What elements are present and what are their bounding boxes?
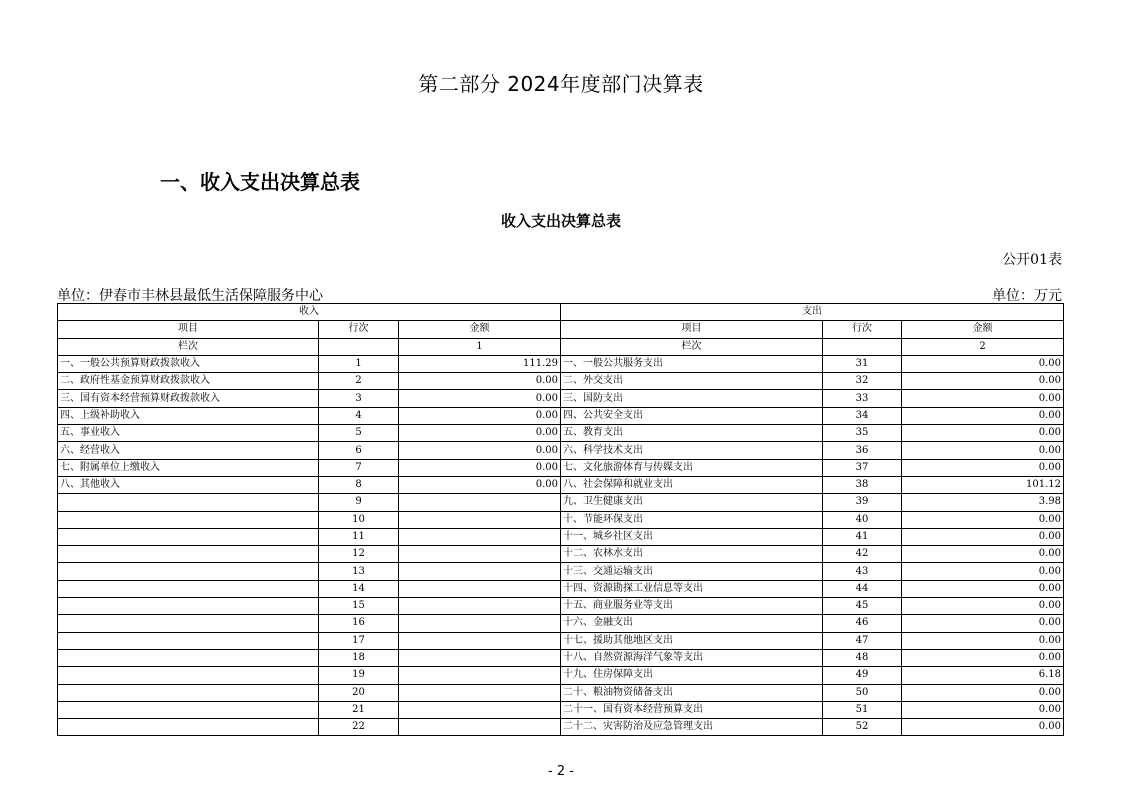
expense-row-header: 行次 [823, 321, 902, 338]
income-item-cell [58, 511, 319, 528]
income-row-number-cell: 3 [319, 390, 399, 407]
expense-amount-cell: 0.00 [902, 615, 1064, 632]
expense-lanci-label: 栏次 [561, 338, 823, 355]
form-code: 公开01表 [1002, 252, 1062, 268]
income-amount-cell: 0.00 [399, 459, 561, 476]
expense-row-number-cell: 39 [823, 494, 902, 511]
income-amount-cell [399, 494, 561, 511]
table-row [58, 667, 1064, 684]
income-amount-cell [399, 615, 561, 632]
table-row [58, 598, 1064, 615]
expense-amount-cell: 0.00 [902, 442, 1064, 459]
expense-item-cell: 十三、交通运输支出 [561, 563, 823, 580]
income-row-number-cell: 21 [319, 701, 399, 718]
expense-row-number-cell: 42 [823, 546, 902, 563]
income-amount-cell [399, 598, 561, 615]
expense-amount-cell: 0.00 [902, 355, 1064, 372]
expense-amount-cell: 0.00 [902, 719, 1064, 736]
expense-item-cell: 十八、自然资源海洋气象等支出 [561, 649, 823, 666]
income-item-cell: 四、上级补助收入 [58, 407, 319, 424]
expense-item-cell: 一、一般公共服务支出 [561, 355, 823, 372]
income-amount-cell [399, 563, 561, 580]
income-row-number-cell: 8 [319, 476, 399, 493]
income-row-number-cell: 15 [319, 598, 399, 615]
table-row [58, 719, 1064, 736]
income-item-cell [58, 494, 319, 511]
income-amount-cell: 0.00 [399, 373, 561, 390]
table-row [58, 373, 1064, 390]
income-row-number-cell: 9 [319, 494, 399, 511]
income-row-number-cell: 16 [319, 615, 399, 632]
page-number: - 2 - [548, 764, 574, 779]
table-row [58, 580, 1064, 597]
expense-row-number-cell: 50 [823, 684, 902, 701]
income-row-number-cell: 17 [319, 632, 399, 649]
income-row-number-cell: 19 [319, 667, 399, 684]
income-item-cell: 七、附属单位上缴收入 [58, 459, 319, 476]
expense-column-number: 2 [902, 338, 1064, 355]
income-amount-cell: 0.00 [399, 407, 561, 424]
income-row-number-cell: 1 [319, 355, 399, 372]
expense-amount-cell: 101.12 [902, 476, 1064, 493]
income-item-cell [58, 528, 319, 545]
income-row-number-cell: 11 [319, 528, 399, 545]
expense-row-number-cell: 51 [823, 701, 902, 718]
income-item-cell [58, 649, 319, 666]
income-amount-cell: 0.00 [399, 425, 561, 442]
expense-row-number-cell: 32 [823, 373, 902, 390]
income-item-cell [58, 546, 319, 563]
income-amount-cell: 0.00 [399, 442, 561, 459]
expense-row-number-cell: 48 [823, 649, 902, 666]
expense-item-cell: 四、公共安全支出 [561, 407, 823, 424]
expense-amount-cell: 0.00 [902, 563, 1064, 580]
income-item-cell [58, 719, 319, 736]
document-title: 第二部分 2024年度部门决算表 [418, 72, 704, 96]
income-item-cell [58, 598, 319, 615]
income-item-cell [58, 701, 319, 718]
income-amount-cell [399, 684, 561, 701]
expense-amount-cell: 0.00 [902, 546, 1064, 563]
income-item-cell [58, 684, 319, 701]
income-row-header: 行次 [319, 321, 399, 338]
income-row-number-cell: 4 [319, 407, 399, 424]
income-amount-cell [399, 580, 561, 597]
unit-organization-label: 单位：伊春市丰林县最低生活保障服务中心 [57, 288, 323, 304]
expense-item-cell: 五、教育支出 [561, 425, 823, 442]
expense-amount-cell: 0.00 [902, 649, 1064, 666]
expense-item-cell: 二十、粮油物资储备支出 [561, 684, 823, 701]
income-amount-header: 金额 [399, 321, 561, 338]
expense-item-header: 项目 [561, 321, 823, 338]
income-amount-cell [399, 632, 561, 649]
expense-item-cell: 十六、金融支出 [561, 615, 823, 632]
expense-row-number-cell: 41 [823, 528, 902, 545]
expense-amount-cell: 0.00 [902, 373, 1064, 390]
expense-row-number-cell: 46 [823, 615, 902, 632]
table-row [58, 390, 1064, 407]
table-row [58, 511, 1064, 528]
expense-row-number-cell: 36 [823, 442, 902, 459]
income-row-number-cell: 22 [319, 719, 399, 736]
expense-item-cell: 八、社会保障和就业支出 [561, 476, 823, 493]
section-heading: 一、收入支出决算总表 [160, 170, 360, 194]
income-item-header: 项目 [58, 321, 319, 338]
table-column-header-row [58, 321, 1064, 338]
expense-row-number-cell: 34 [823, 407, 902, 424]
expense-row-number-cell: 49 [823, 667, 902, 684]
expense-row-number-cell: 35 [823, 425, 902, 442]
table-column-number-row [58, 338, 1064, 355]
expense-lanci-empty [823, 338, 902, 355]
table-row [58, 407, 1064, 424]
income-expense-table [57, 303, 1064, 736]
table-row [58, 632, 1064, 649]
expense-amount-header: 金额 [902, 321, 1064, 338]
income-row-number-cell: 12 [319, 546, 399, 563]
table-row [58, 476, 1064, 493]
expense-amount-cell: 0.00 [902, 598, 1064, 615]
income-amount-cell [399, 528, 561, 545]
table-row [58, 684, 1064, 701]
expense-row-number-cell: 38 [823, 476, 902, 493]
income-item-cell [58, 667, 319, 684]
income-item-cell: 一、一般公共预算财政拨款收入 [58, 355, 319, 372]
expense-amount-cell: 6.18 [902, 667, 1064, 684]
expense-row-number-cell: 37 [823, 459, 902, 476]
income-amount-cell [399, 667, 561, 684]
income-amount-cell [399, 719, 561, 736]
expense-row-number-cell: 31 [823, 355, 902, 372]
table-row [58, 649, 1064, 666]
table-row [58, 615, 1064, 632]
income-row-number-cell: 5 [319, 425, 399, 442]
table-row [58, 459, 1064, 476]
expense-item-cell: 二十二、灾害防治及应急管理支出 [561, 719, 823, 736]
expense-amount-cell: 3.98 [902, 494, 1064, 511]
expense-amount-cell: 0.00 [902, 390, 1064, 407]
income-row-number-cell: 13 [319, 563, 399, 580]
income-amount-cell [399, 701, 561, 718]
income-row-number-cell: 2 [319, 373, 399, 390]
expense-item-cell: 十五、商业服务业等支出 [561, 598, 823, 615]
unit-currency-label: 单位：万元 [992, 288, 1062, 304]
income-item-cell: 六、经营收入 [58, 442, 319, 459]
expense-amount-cell: 0.00 [902, 684, 1064, 701]
expense-item-cell: 六、科学技术支出 [561, 442, 823, 459]
expense-item-cell: 七、文化旅游体育与传媒支出 [561, 459, 823, 476]
expense-row-number-cell: 47 [823, 632, 902, 649]
table-row [58, 442, 1064, 459]
income-lanci-empty [319, 338, 399, 355]
expense-row-number-cell: 45 [823, 598, 902, 615]
income-item-cell: 三、国有资本经营预算财政拨款收入 [58, 390, 319, 407]
expense-item-cell: 十四、资源勘探工业信息等支出 [561, 580, 823, 597]
expense-amount-cell: 0.00 [902, 632, 1064, 649]
income-item-cell: 八、其他收入 [58, 476, 319, 493]
expense-item-cell: 十九、住房保障支出 [561, 667, 823, 684]
expense-amount-cell: 0.00 [902, 511, 1064, 528]
expense-item-cell: 二、外交支出 [561, 373, 823, 390]
table-row [58, 701, 1064, 718]
expense-amount-cell: 0.00 [902, 407, 1064, 424]
income-item-cell [58, 580, 319, 597]
expense-row-number-cell: 52 [823, 719, 902, 736]
income-header: 收入 [58, 304, 561, 321]
table-row [58, 425, 1064, 442]
income-amount-cell: 0.00 [399, 390, 561, 407]
expense-amount-cell: 0.00 [902, 701, 1064, 718]
income-amount-cell [399, 546, 561, 563]
expense-row-number-cell: 43 [823, 563, 902, 580]
expense-header: 支出 [561, 304, 1064, 321]
expense-amount-cell: 0.00 [902, 528, 1064, 545]
income-amount-cell: 111.29 [399, 355, 561, 372]
table-row [58, 546, 1064, 563]
expense-row-number-cell: 33 [823, 390, 902, 407]
income-row-number-cell: 20 [319, 684, 399, 701]
expense-row-number-cell: 44 [823, 580, 902, 597]
income-amount-cell: 0.00 [399, 476, 561, 493]
table-row [58, 528, 1064, 545]
income-row-number-cell: 10 [319, 511, 399, 528]
expense-row-number-cell: 40 [823, 511, 902, 528]
expense-item-cell: 九、卫生健康支出 [561, 494, 823, 511]
income-row-number-cell: 7 [319, 459, 399, 476]
expense-item-cell: 十、节能环保支出 [561, 511, 823, 528]
income-item-cell [58, 615, 319, 632]
income-column-number: 1 [399, 338, 561, 355]
income-amount-cell [399, 649, 561, 666]
income-item-cell [58, 632, 319, 649]
expense-item-cell: 十七、援助其他地区支出 [561, 632, 823, 649]
expense-item-cell: 二十一、国有资本经营预算支出 [561, 701, 823, 718]
expense-item-cell: 十二、农林水支出 [561, 546, 823, 563]
table-section-header-row [58, 304, 1064, 321]
income-item-cell [58, 563, 319, 580]
income-row-number-cell: 18 [319, 649, 399, 666]
expense-amount-cell: 0.00 [902, 425, 1064, 442]
income-amount-cell [399, 511, 561, 528]
income-row-number-cell: 6 [319, 442, 399, 459]
income-item-cell: 二、政府性基金预算财政拨款收入 [58, 373, 319, 390]
expense-amount-cell: 0.00 [902, 580, 1064, 597]
expense-item-cell: 三、国防支出 [561, 390, 823, 407]
table-row [58, 494, 1064, 511]
table-row [58, 563, 1064, 580]
table-title: 收入支出决算总表 [500, 212, 621, 230]
income-lanci-label: 栏次 [58, 338, 319, 355]
income-item-cell: 五、事业收入 [58, 425, 319, 442]
expense-item-cell: 十一、城乡社区支出 [561, 528, 823, 545]
table-row [58, 355, 1064, 372]
expense-amount-cell: 0.00 [902, 459, 1064, 476]
income-row-number-cell: 14 [319, 580, 399, 597]
